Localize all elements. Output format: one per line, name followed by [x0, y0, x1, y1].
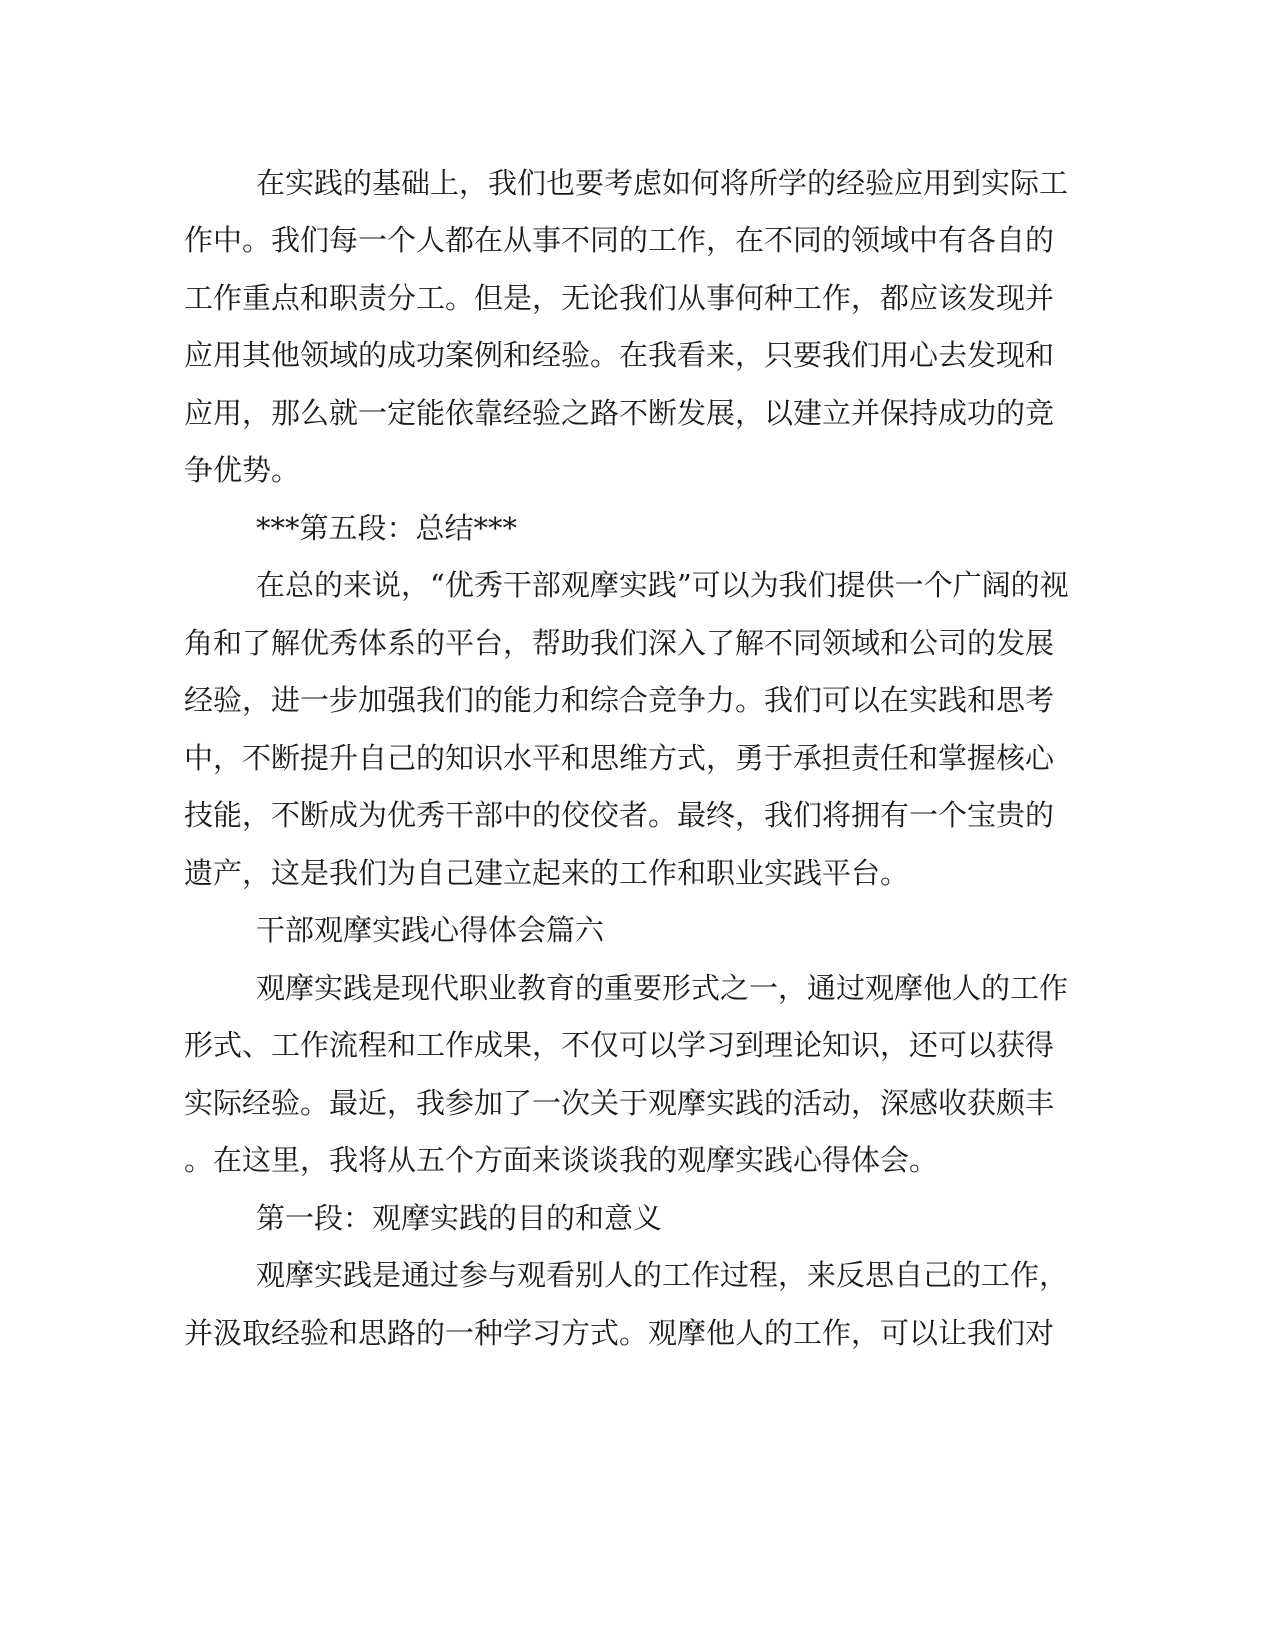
paragraph-line: 工作重点和职责分工。但是，无论我们从事何种工作，都应该发现并	[184, 281, 1055, 315]
paragraph-line: 角和了解优秀体系的平台，帮助我们深入了解不同领域和公司的发展	[184, 626, 1055, 660]
paragraph-line: 观摩实践是通过参与观看别人的工作过程，来反思自己的工作，	[256, 1258, 1069, 1292]
paragraph-line: 应用，那么就一定能依靠经验之路不断发展，以建立并保持成功的竞	[184, 396, 1055, 430]
paragraph-line: 实际经验。最近，我参加了一次关于观摩实践的活动，深感收获颇丰	[184, 1086, 1055, 1120]
paragraph-line: 技能，不断成为优秀干部中的佼佼者。最终，我们将拥有一个宝贵的	[184, 798, 1055, 832]
paragraph-line: 在实践的基础上，我们也要考虑如何将所学的经验应用到实际工	[256, 166, 1069, 200]
paragraph-line: 遗产，这是我们为自己建立起来的工作和职业实践平台。	[184, 856, 910, 890]
paragraph-line: 作中。我们每一个人都在从事不同的工作，在不同的领域中有各自的	[184, 223, 1055, 257]
paragraph-line: 。在这里，我将从五个方面来谈谈我的观摩实践心得体会。	[184, 1143, 939, 1177]
paragraph-line: 应用其他领域的成功案例和经验。在我看来，只要我们用心去发现和	[184, 338, 1055, 372]
paragraph-line: 经验，进一步加强我们的能力和综合竞争力。我们可以在实践和思考	[184, 683, 1055, 717]
paragraph-line: 观摩实践是现代职业教育的重要形式之一，通过观摩他人的工作	[256, 971, 1069, 1005]
paragraph-line: 在总的来说，“优秀干部观摩实践”可以为我们提供一个广阔的视	[256, 568, 1069, 602]
section-heading: ***第五段：总结***	[256, 511, 518, 545]
paragraph-line: 形式、工作流程和工作成果，不仅可以学习到理论知识，还可以获得	[184, 1028, 1055, 1062]
section-heading: 干部观摩实践心得体会篇六	[256, 913, 605, 947]
section-heading: 第一段：观摩实践的目的和意义	[256, 1201, 663, 1235]
paragraph-line: 并汲取经验和思路的一种学习方式。观摩他人的工作，可以让我们对	[184, 1316, 1055, 1350]
paragraph-line: 中，不断提升自己的知识水平和思维方式，勇于承担责任和掌握核心	[184, 741, 1055, 775]
paragraph-line: 争优势。	[184, 453, 301, 487]
